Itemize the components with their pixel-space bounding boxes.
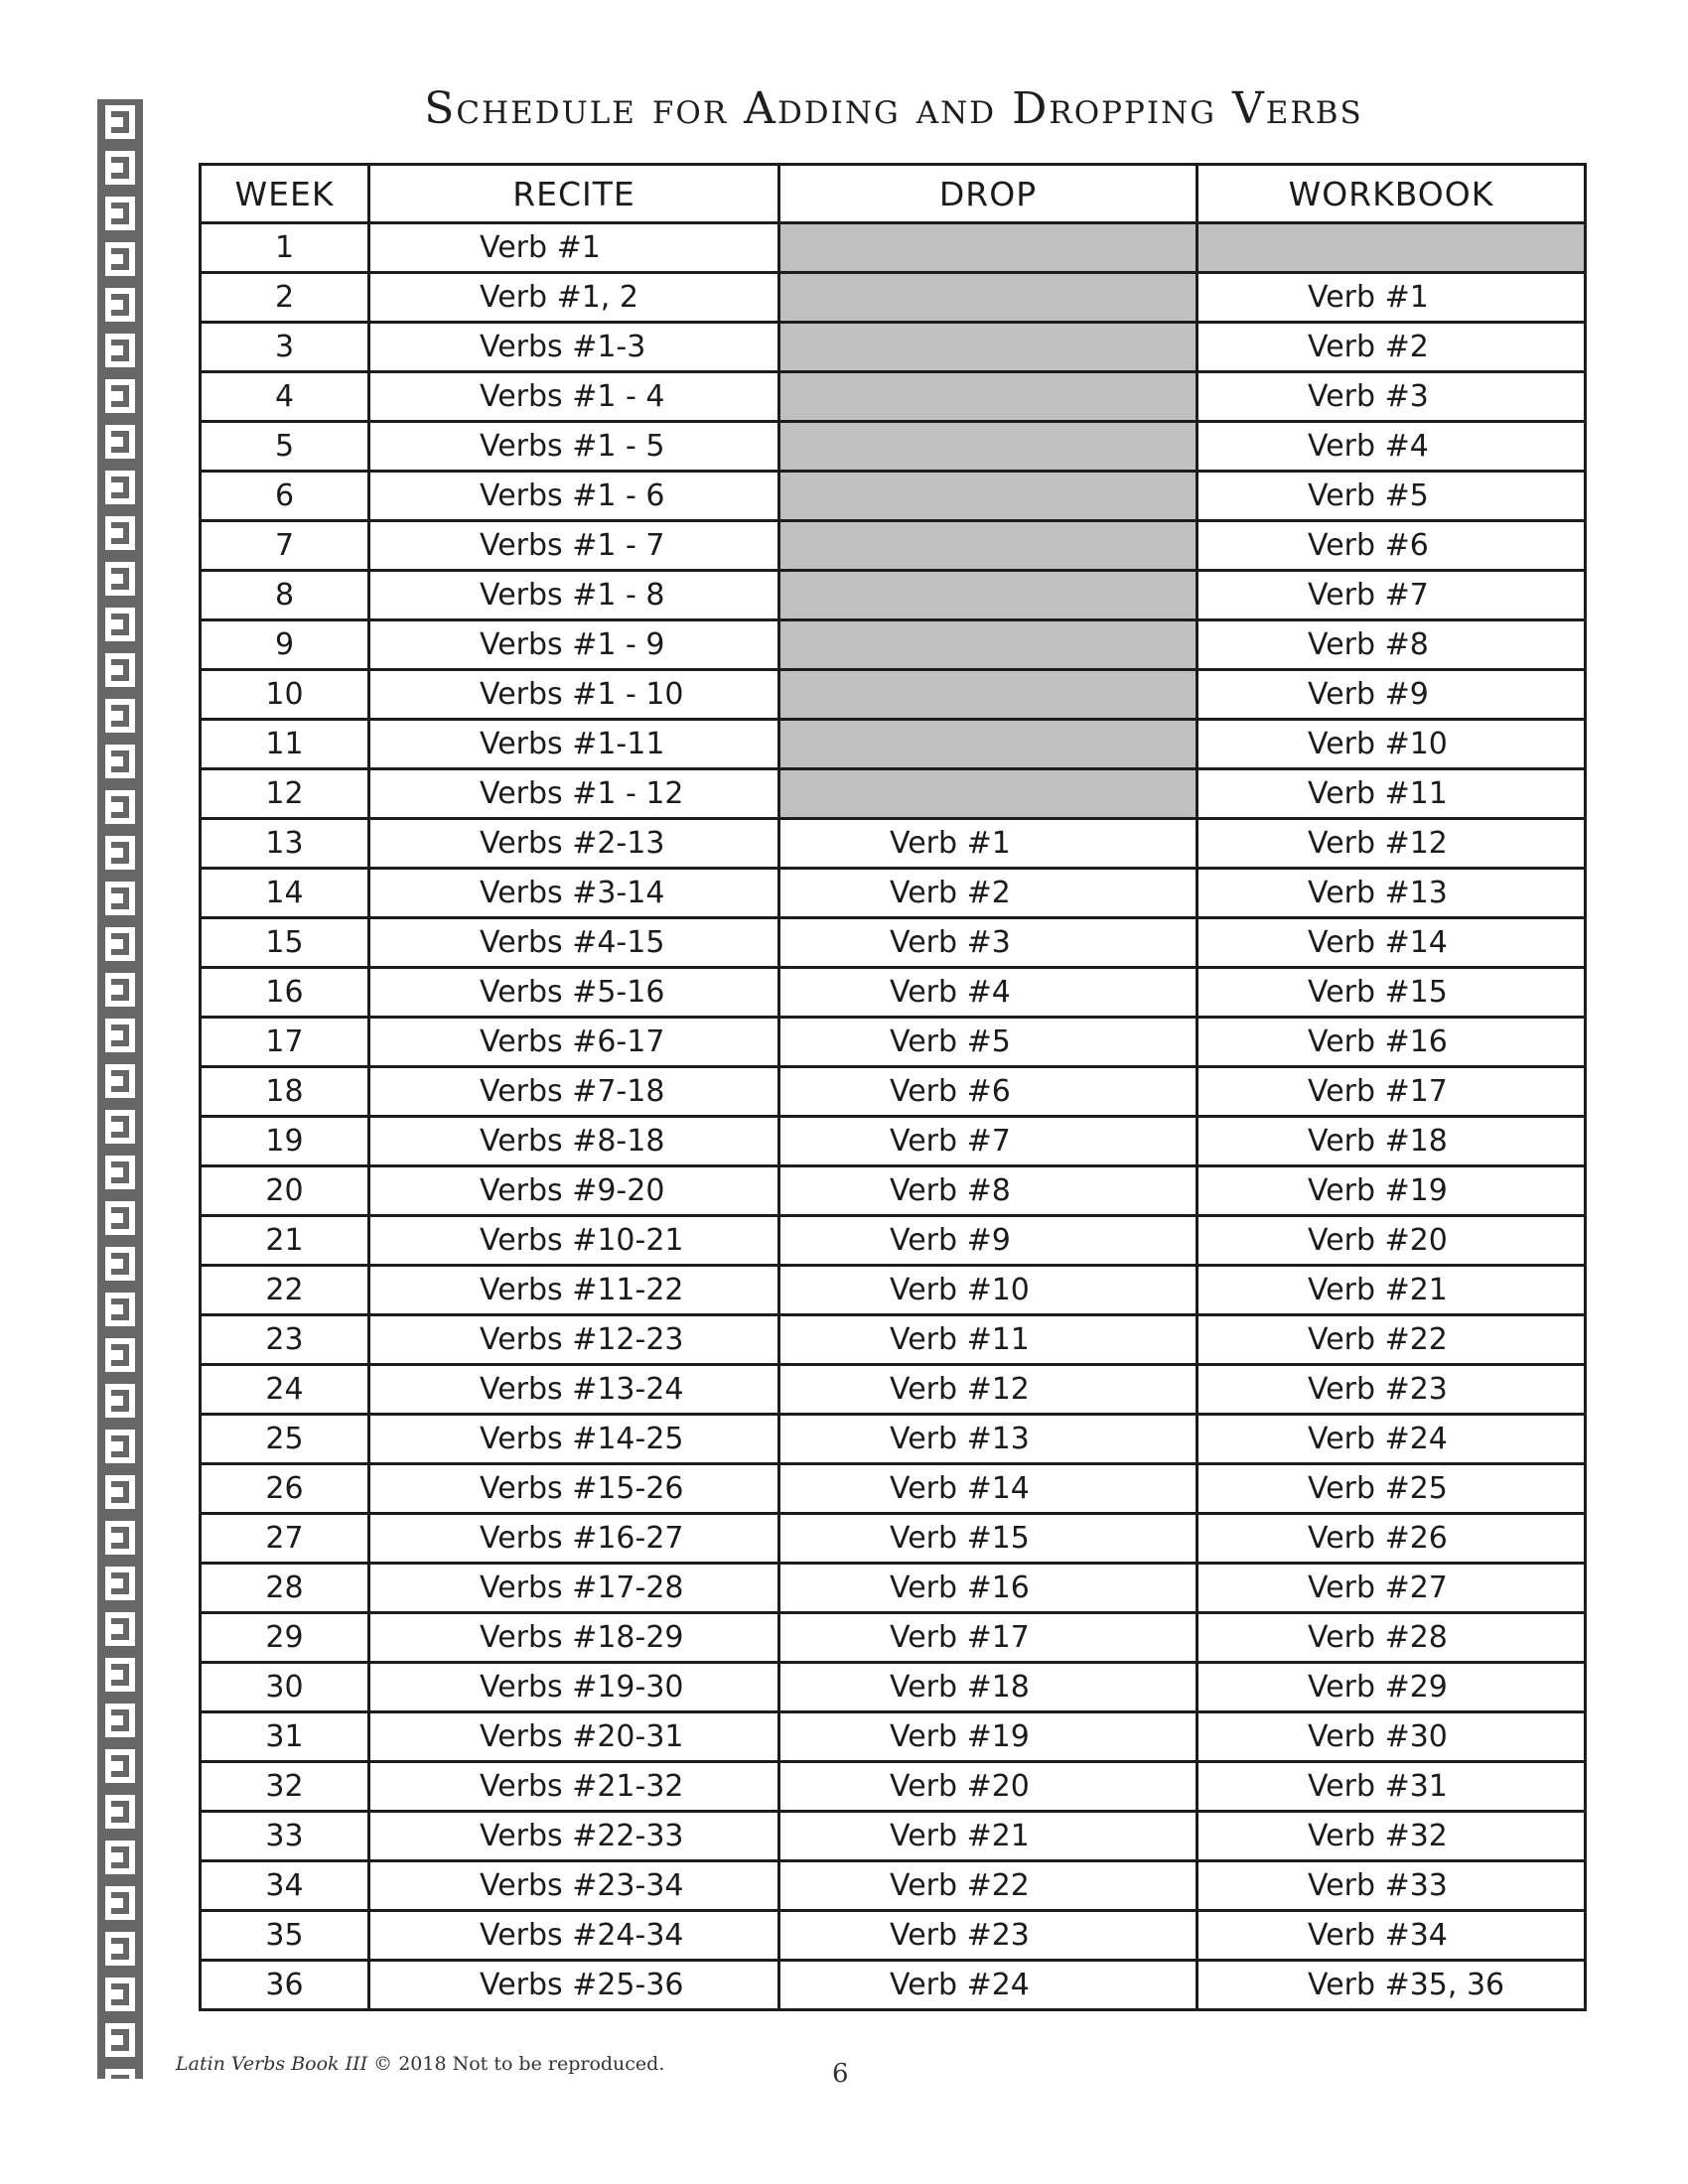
recite-cell: Verb #1, 2 <box>369 273 779 323</box>
table-row <box>201 223 1586 273</box>
table-row <box>201 1762 1586 1812</box>
drop-cell: Verb #1 <box>779 819 1197 869</box>
week-cell: 6 <box>201 472 369 521</box>
header-recite: RECITE <box>369 165 779 223</box>
week-cell: 30 <box>201 1663 369 1712</box>
drop-cell <box>779 323 1197 372</box>
recite-cell: Verbs #21-32 <box>369 1762 779 1812</box>
table-row <box>201 1564 1586 1613</box>
workbook-cell: Verb #13 <box>1197 869 1586 918</box>
week-cell: 13 <box>201 819 369 869</box>
drop-cell: Verb #22 <box>779 1861 1197 1911</box>
drop-cell: Verb #13 <box>779 1415 1197 1464</box>
week-cell: 18 <box>201 1067 369 1117</box>
workbook-cell: Verb #28 <box>1197 1613 1586 1663</box>
recite-cell: Verbs #1 - 8 <box>369 571 779 620</box>
recite-cell: Verbs #1-3 <box>369 323 779 372</box>
recite-cell: Verbs #19-30 <box>369 1663 779 1712</box>
drop-cell: Verb #15 <box>779 1514 1197 1564</box>
week-cell: 17 <box>201 1018 369 1067</box>
drop-cell: Verb #3 <box>779 918 1197 968</box>
workbook-cell: Verb #35, 36 <box>1197 1961 1586 2010</box>
recite-cell: Verbs #1 - 7 <box>369 521 779 571</box>
week-cell: 29 <box>201 1613 369 1663</box>
workbook-cell: Verb #21 <box>1197 1266 1586 1315</box>
table-row <box>201 1812 1586 1861</box>
workbook-cell: Verb #16 <box>1197 1018 1586 1067</box>
workbook-cell: Verb #20 <box>1197 1216 1586 1266</box>
recite-cell: Verbs #1 - 4 <box>369 372 779 422</box>
table-row <box>201 918 1586 968</box>
greek-key-border <box>97 99 143 2079</box>
table-row <box>201 273 1586 323</box>
recite-cell: Verbs #13-24 <box>369 1365 779 1415</box>
week-cell: 33 <box>201 1812 369 1861</box>
drop-cell: Verb #12 <box>779 1365 1197 1415</box>
table-row <box>201 1117 1586 1166</box>
workbook-cell: Verb #1 <box>1197 273 1586 323</box>
week-cell: 14 <box>201 869 369 918</box>
workbook-cell <box>1197 223 1586 273</box>
workbook-cell: Verb #7 <box>1197 571 1586 620</box>
page-number: 6 <box>832 2059 849 2089</box>
table-row <box>201 372 1586 422</box>
drop-cell: Verb #5 <box>779 1018 1197 1067</box>
drop-cell: Verb #7 <box>779 1117 1197 1166</box>
recite-cell: Verbs #10-21 <box>369 1216 779 1266</box>
workbook-cell: Verb #10 <box>1197 720 1586 769</box>
recite-cell: Verbs #25-36 <box>369 1961 779 2010</box>
week-cell: 11 <box>201 720 369 769</box>
drop-cell: Verb #16 <box>779 1564 1197 1613</box>
table-row <box>201 769 1586 819</box>
week-cell: 23 <box>201 1315 369 1365</box>
drop-cell <box>779 273 1197 323</box>
drop-cell: Verb #14 <box>779 1464 1197 1514</box>
week-cell: 16 <box>201 968 369 1018</box>
week-cell: 2 <box>201 273 369 323</box>
table-row <box>201 571 1586 620</box>
table-row <box>201 1861 1586 1911</box>
table-row <box>201 720 1586 769</box>
week-cell: 28 <box>201 1564 369 1613</box>
drop-cell: Verb #18 <box>779 1663 1197 1712</box>
week-cell: 4 <box>201 372 369 422</box>
drop-cell: Verb #24 <box>779 1961 1197 2010</box>
week-cell: 15 <box>201 918 369 968</box>
workbook-cell: Verb #26 <box>1197 1514 1586 1564</box>
workbook-cell: Verb #22 <box>1197 1315 1586 1365</box>
week-cell: 20 <box>201 1166 369 1216</box>
recite-cell: Verbs #23-34 <box>369 1861 779 1911</box>
week-cell: 8 <box>201 571 369 620</box>
week-cell: 19 <box>201 1117 369 1166</box>
table-row <box>201 1365 1586 1415</box>
workbook-cell: Verb #12 <box>1197 819 1586 869</box>
table-row <box>201 1266 1586 1315</box>
footer-book-title: Latin Verbs Book III <box>176 2053 368 2075</box>
recite-cell: Verbs #6-17 <box>369 1018 779 1067</box>
drop-cell <box>779 223 1197 273</box>
recite-cell: Verbs #1 - 6 <box>369 472 779 521</box>
workbook-cell: Verb #8 <box>1197 620 1586 670</box>
workbook-cell: Verb #17 <box>1197 1067 1586 1117</box>
week-cell: 34 <box>201 1861 369 1911</box>
recite-cell: Verbs #12-23 <box>369 1315 779 1365</box>
recite-cell: Verbs #7-18 <box>369 1067 779 1117</box>
recite-cell: Verbs #1 - 5 <box>369 422 779 472</box>
workbook-cell: Verb #34 <box>1197 1911 1586 1961</box>
week-cell: 22 <box>201 1266 369 1315</box>
week-cell: 27 <box>201 1514 369 1564</box>
recite-cell: Verbs #18-29 <box>369 1613 779 1663</box>
week-cell: 12 <box>201 769 369 819</box>
drop-cell: Verb #11 <box>779 1315 1197 1365</box>
workbook-cell: Verb #33 <box>1197 1861 1586 1911</box>
table-row <box>201 1166 1586 1216</box>
drop-cell: Verb #8 <box>779 1166 1197 1216</box>
recite-cell: Verbs #2-13 <box>369 819 779 869</box>
recite-cell: Verbs #1 - 12 <box>369 769 779 819</box>
table-row <box>201 968 1586 1018</box>
drop-cell <box>779 670 1197 720</box>
drop-cell <box>779 472 1197 521</box>
drop-cell: Verb #2 <box>779 869 1197 918</box>
table-row <box>201 521 1586 571</box>
week-cell: 1 <box>201 223 369 273</box>
workbook-cell: Verb #3 <box>1197 372 1586 422</box>
week-cell: 9 <box>201 620 369 670</box>
footer-copyright <box>176 2053 664 2075</box>
table-row <box>201 1712 1586 1762</box>
recite-cell: Verb #1 <box>369 223 779 273</box>
drop-cell <box>779 521 1197 571</box>
header-drop: DROP <box>779 165 1197 223</box>
table-row <box>201 1514 1586 1564</box>
table-row <box>201 1415 1586 1464</box>
recite-cell: Verbs #1 - 9 <box>369 620 779 670</box>
drop-cell: Verb #23 <box>779 1911 1197 1961</box>
recite-cell: Verbs #22-33 <box>369 1812 779 1861</box>
header-workbook: WORKBOOK <box>1197 165 1586 223</box>
week-cell: 24 <box>201 1365 369 1415</box>
recite-cell: Verbs #16-27 <box>369 1514 779 1564</box>
workbook-cell: Verb #31 <box>1197 1762 1586 1812</box>
recite-cell: Verbs #24-34 <box>369 1911 779 1961</box>
recite-cell: Verbs #4-15 <box>369 918 779 968</box>
table-row <box>201 323 1586 372</box>
table-row <box>201 1018 1586 1067</box>
workbook-cell: Verb #15 <box>1197 968 1586 1018</box>
drop-cell: Verb #17 <box>779 1613 1197 1663</box>
workbook-cell: Verb #6 <box>1197 521 1586 571</box>
workbook-cell: Verb #11 <box>1197 769 1586 819</box>
drop-cell: Verb #6 <box>779 1067 1197 1117</box>
verb-schedule-table <box>199 163 1587 2011</box>
drop-cell: Verb #19 <box>779 1712 1197 1762</box>
recite-cell: Verbs #9-20 <box>369 1166 779 1216</box>
table-row <box>201 422 1586 472</box>
workbook-cell: Verb #27 <box>1197 1564 1586 1613</box>
table-row <box>201 620 1586 670</box>
recite-cell: Verbs #11-22 <box>369 1266 779 1315</box>
drop-cell <box>779 571 1197 620</box>
week-cell: 21 <box>201 1216 369 1266</box>
recite-cell: Verbs #3-14 <box>369 869 779 918</box>
footer-copyright-text: © 2018 Not to be reproduced. <box>367 2053 665 2075</box>
drop-cell: Verb #21 <box>779 1812 1197 1861</box>
workbook-cell: Verb #14 <box>1197 918 1586 968</box>
table-row <box>201 1067 1586 1117</box>
workbook-cell: Verb #29 <box>1197 1663 1586 1712</box>
week-cell: 10 <box>201 670 369 720</box>
recite-cell: Verbs #15-26 <box>369 1464 779 1514</box>
week-cell: 25 <box>201 1415 369 1464</box>
page-title: Schedule for Adding and Dropping Verbs <box>424 83 1363 134</box>
recite-cell: Verbs #14-25 <box>369 1415 779 1464</box>
drop-cell <box>779 372 1197 422</box>
table-row <box>201 1911 1586 1961</box>
recite-cell: Verbs #17-28 <box>369 1564 779 1613</box>
table-row <box>201 670 1586 720</box>
drop-cell <box>779 720 1197 769</box>
workbook-cell: Verb #5 <box>1197 472 1586 521</box>
workbook-cell: Verb #2 <box>1197 323 1586 372</box>
table-row <box>201 1961 1586 2010</box>
week-cell: 5 <box>201 422 369 472</box>
workbook-cell: Verb #4 <box>1197 422 1586 472</box>
week-cell: 36 <box>201 1961 369 2010</box>
week-cell: 26 <box>201 1464 369 1514</box>
drop-cell <box>779 769 1197 819</box>
drop-cell: Verb #10 <box>779 1266 1197 1315</box>
recite-cell: Verbs #1-11 <box>369 720 779 769</box>
table-row <box>201 472 1586 521</box>
table-body <box>201 223 1586 2010</box>
workbook-cell: Verb #30 <box>1197 1712 1586 1762</box>
week-cell: 31 <box>201 1712 369 1762</box>
drop-cell: Verb #9 <box>779 1216 1197 1266</box>
table-row <box>201 1315 1586 1365</box>
workbook-cell: Verb #9 <box>1197 670 1586 720</box>
workbook-cell: Verb #24 <box>1197 1415 1586 1464</box>
workbook-cell: Verb #23 <box>1197 1365 1586 1415</box>
week-cell: 7 <box>201 521 369 571</box>
table-row <box>201 1613 1586 1663</box>
drop-cell <box>779 422 1197 472</box>
recite-cell: Verbs #20-31 <box>369 1712 779 1762</box>
recite-cell: Verbs #8-18 <box>369 1117 779 1166</box>
workbook-cell: Verb #19 <box>1197 1166 1586 1216</box>
drop-cell: Verb #4 <box>779 968 1197 1018</box>
drop-cell: Verb #20 <box>779 1762 1197 1812</box>
table-header-row <box>201 165 1586 223</box>
workbook-cell: Verb #32 <box>1197 1812 1586 1861</box>
workbook-cell: Verb #25 <box>1197 1464 1586 1514</box>
table-row <box>201 1216 1586 1266</box>
workbook-cell: Verb #18 <box>1197 1117 1586 1166</box>
table-row <box>201 869 1586 918</box>
table-row <box>201 819 1586 869</box>
drop-cell <box>779 620 1197 670</box>
recite-cell: Verbs #1 - 10 <box>369 670 779 720</box>
week-cell: 3 <box>201 323 369 372</box>
week-cell: 35 <box>201 1911 369 1961</box>
recite-cell: Verbs #5-16 <box>369 968 779 1018</box>
header-week: WEEK <box>201 165 369 223</box>
table-row <box>201 1663 1586 1712</box>
table-row <box>201 1464 1586 1514</box>
week-cell: 32 <box>201 1762 369 1812</box>
